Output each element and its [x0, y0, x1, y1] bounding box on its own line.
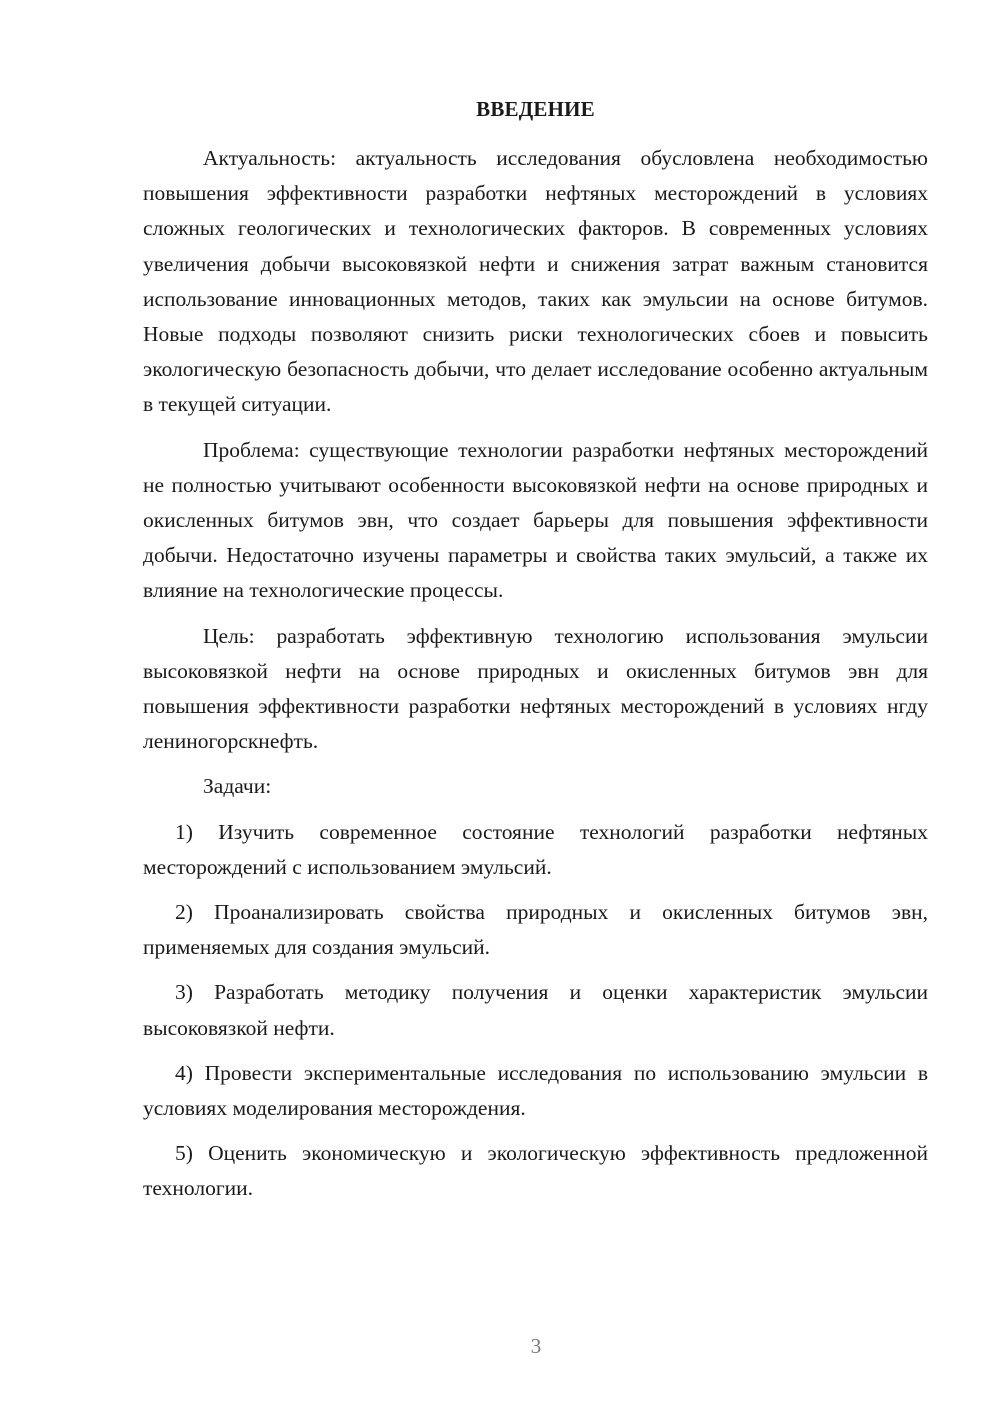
paragraph-relevance: Актуальность: актуальность исследования обусловлена необходимостью повышения эффективности разработки нефтяных месторождений в условиях сложных геологических и технологических факторов. В современных условиях увеличения добычи высоковязкой нефти и снижения затрат важным становится использование инновационных методов, таких как эмульсии на основе битумов. Новые подходы позволяют снизить риски технологических сбоев и повысить экологическую безопасность добычи, что делает исследование особенно актуальным в текущей ситуации. [143, 146, 928, 417]
paragraph-goal: Цель: разработать эффективную технологию использования эмульсии высоковязкой нефти на основе природных и окисленных битумов эвн для повышения эффективности разработки нефтяных месторождений в условиях нгду лениногорскнефть. [143, 623, 928, 754]
document-page [143, 92, 928, 1217]
section-title: ВВЕДЕНИЕ [476, 97, 595, 121]
paragraph-problem: Проблема: существующие технологии разработки нефтяных месторождений не полностью учитывают особенности высоковязкой нефти на основе природных и окисленных битумов эвн, что создает барьеры для повышения эффективности добычи. Недостаточно изучены параметры и свойства таких эмульсий, а также их влияние на технологические процессы. [143, 437, 928, 603]
task-item-2: 2) Проанализировать свойства природных и окисленных битумов эвн, применяемых для создания эмульсий. [143, 900, 928, 960]
task-item-4: 4) Провести экспериментальные исследования по использованию эмульсии в условиях моделирования месторождения. [143, 1060, 928, 1121]
task-item-3: 3) Разработать методику получения и оценки характеристик эмульсии высоковязкой нефти. [143, 980, 928, 1040]
page-number: 3 [530, 1334, 542, 1358]
task-item-5: 5) Оценить экономическую и экологическую эффективность предложенной технологии. [143, 1141, 928, 1201]
task-item-1: 1) Изучить современное состояние технологий разработки нефтяных месторождений с использованием эмульсий. [143, 819, 928, 879]
tasks-heading: Задачи: [203, 774, 272, 799]
